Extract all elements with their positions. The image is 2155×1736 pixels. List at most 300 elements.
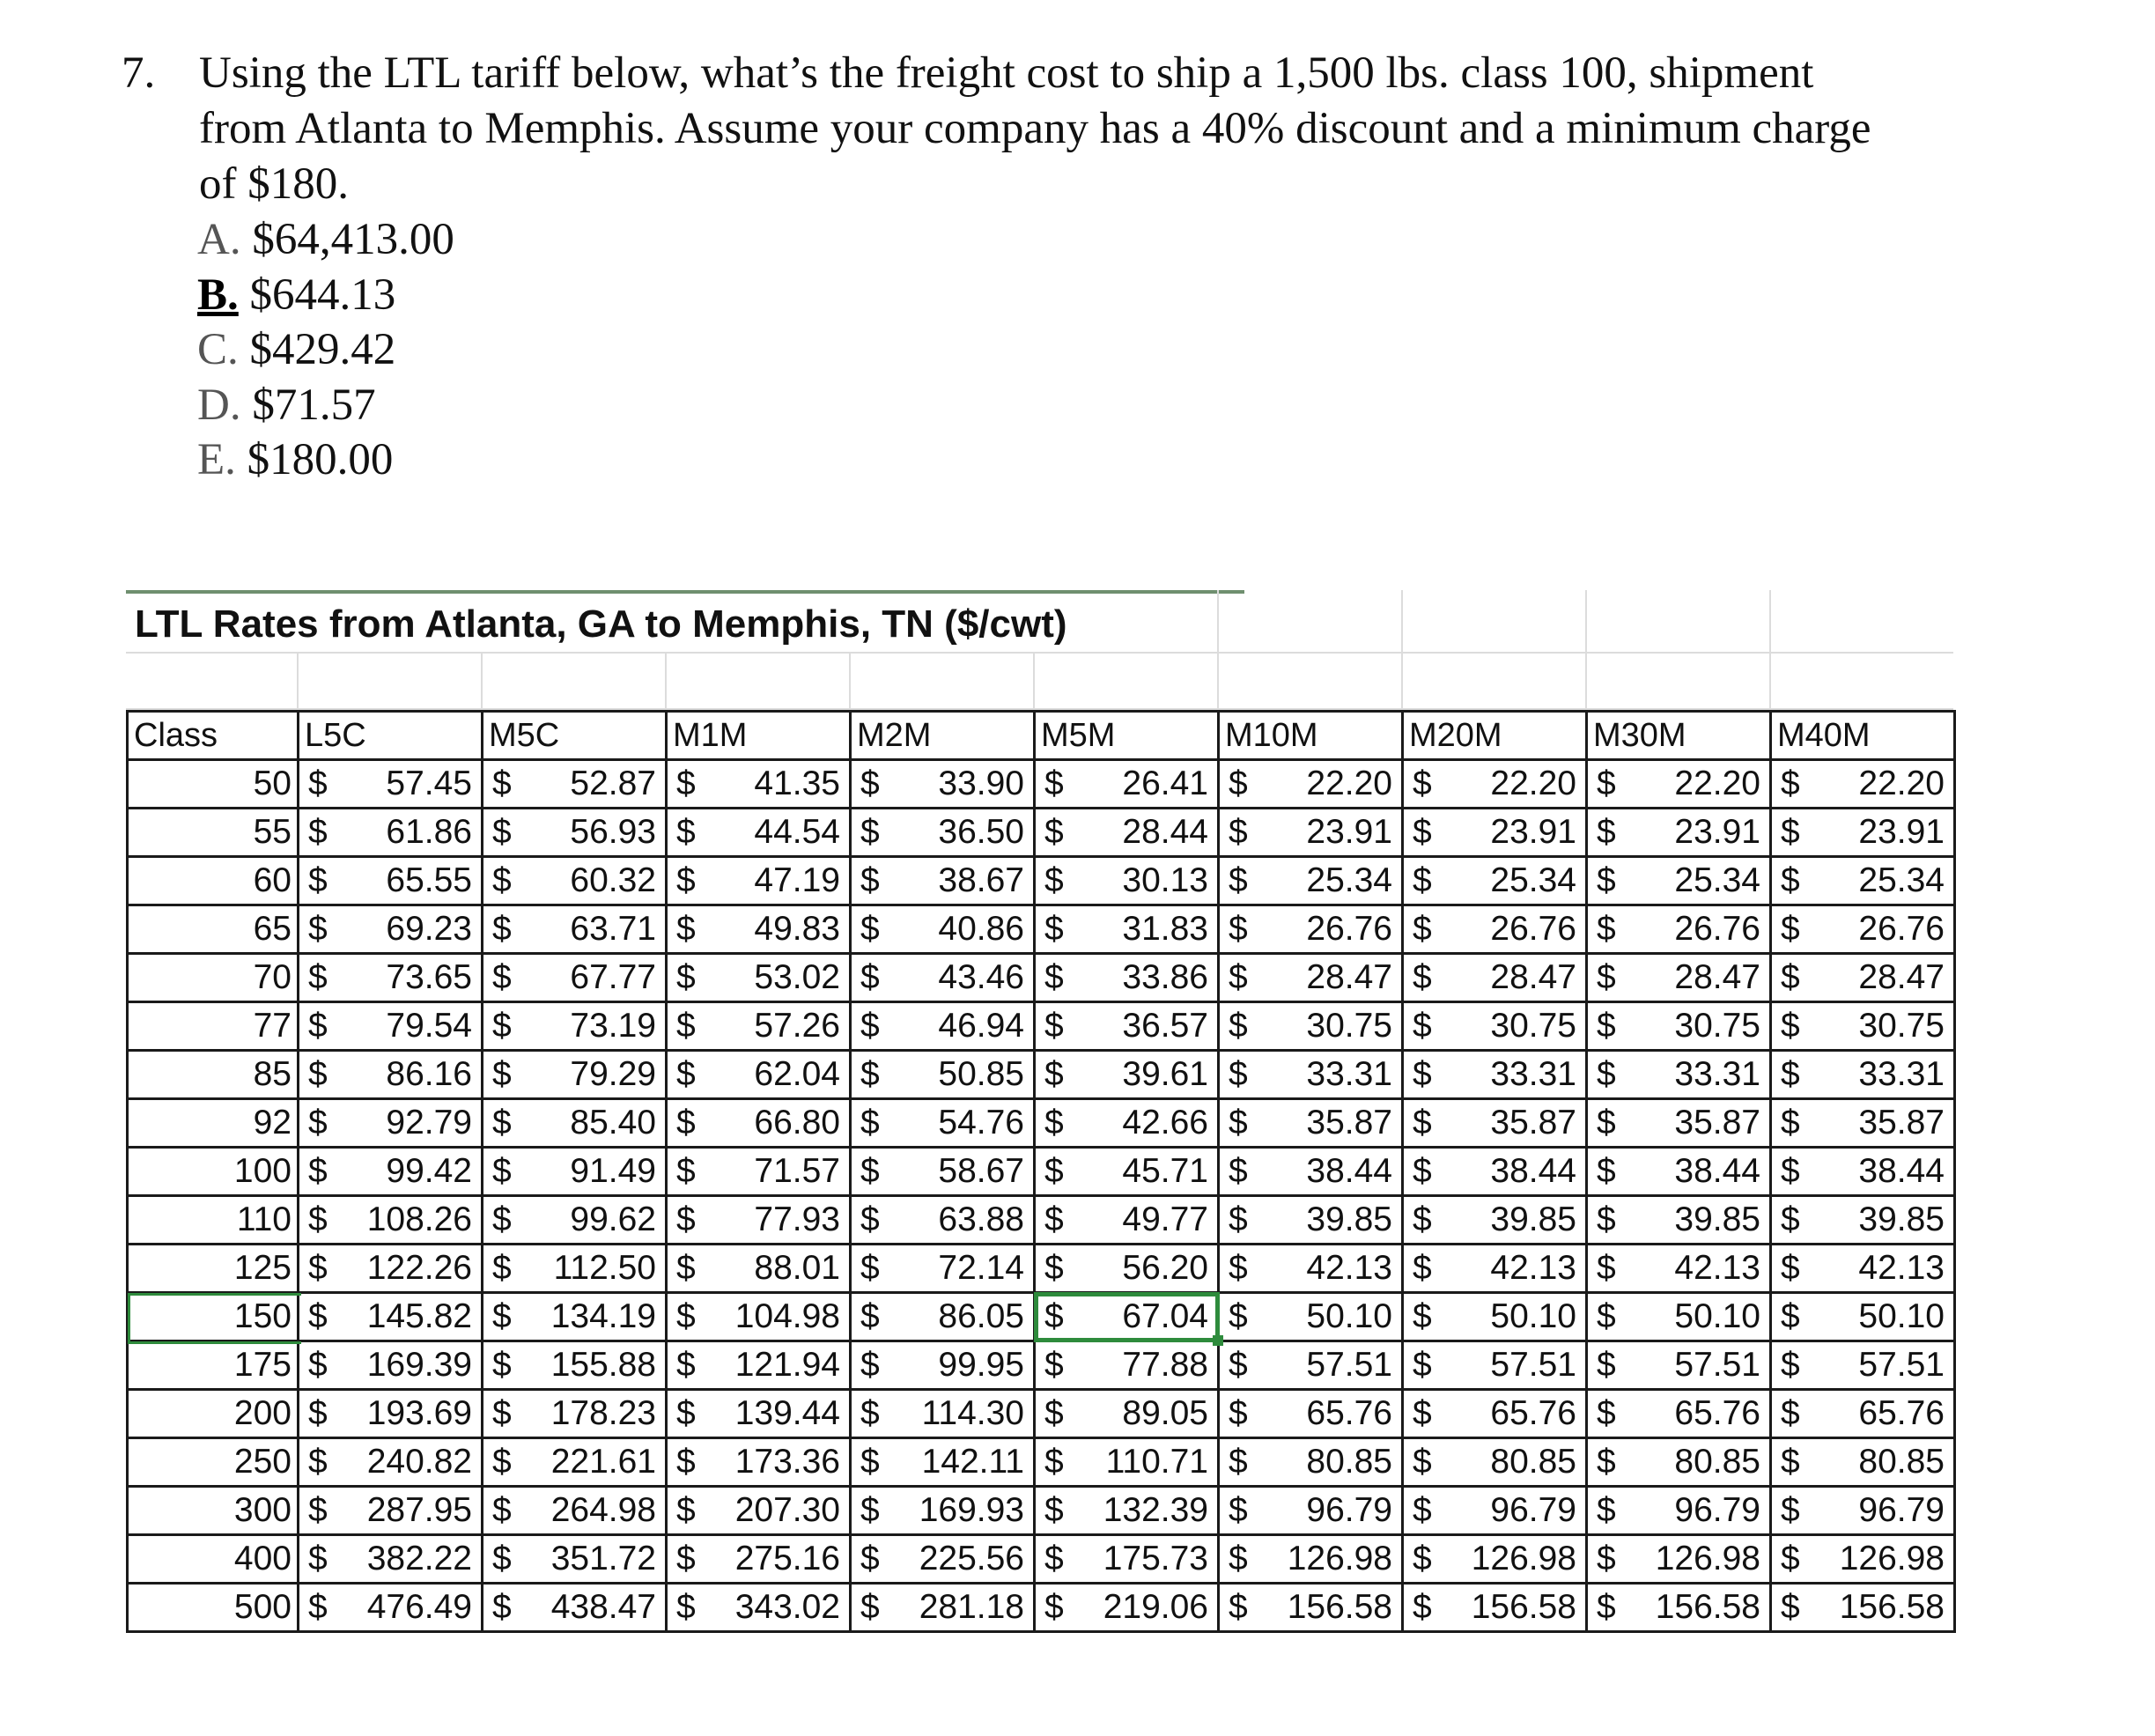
rate-cell[interactable] (1771, 905, 1955, 954)
rate-cell[interactable] (1403, 1293, 1587, 1341)
rate-cell-content (1772, 1152, 1953, 1191)
rate-cell[interactable] (1587, 857, 1771, 905)
currency-symbol: $ (1229, 1104, 1248, 1141)
rate-cell[interactable] (483, 1051, 667, 1099)
class-cell[interactable]: 400 (128, 1535, 299, 1584)
rate-cell[interactable] (1035, 1099, 1219, 1148)
rate-cell[interactable] (1587, 1051, 1771, 1099)
rate-cell-content (852, 1104, 1033, 1142)
rate-cell-content (852, 813, 1033, 852)
rate-cell[interactable] (1219, 905, 1403, 954)
class-cell[interactable]: 65 (128, 905, 299, 954)
column-header-m40m[interactable]: M40M (1771, 712, 1955, 760)
rate-cell[interactable] (1219, 1293, 1403, 1341)
rate-value: 99.95 (938, 1346, 1024, 1384)
rate-cell[interactable] (483, 1148, 667, 1196)
rate-cell-content (1404, 958, 1585, 997)
rate-cell-content (1036, 1588, 1217, 1627)
rate-cell[interactable] (851, 1438, 1035, 1487)
class-cell[interactable]: 50 (128, 760, 299, 809)
rate-cell[interactable] (1771, 1487, 1955, 1535)
class-cell[interactable]: 70 (128, 954, 299, 1002)
rate-cell[interactable] (851, 1148, 1035, 1196)
rate-cell[interactable] (1219, 1341, 1403, 1390)
rate-cell[interactable] (1035, 1002, 1219, 1051)
currency-symbol: $ (676, 910, 696, 948)
rate-cell[interactable] (851, 954, 1035, 1002)
column-header-m30m[interactable]: M30M (1587, 712, 1771, 760)
rate-value: 26.76 (1674, 910, 1760, 948)
rate-cell[interactable] (1035, 1148, 1219, 1196)
rate-cell-content (299, 1104, 481, 1142)
rate-cell[interactable] (1771, 1196, 1955, 1245)
rate-cell[interactable] (483, 1584, 667, 1632)
rate-cell[interactable] (299, 1341, 483, 1390)
table-row (128, 1002, 1955, 1051)
rate-cell[interactable] (1587, 1535, 1771, 1584)
rate-cell[interactable] (483, 1245, 667, 1293)
rate-cell[interactable] (483, 1002, 667, 1051)
rate-cell[interactable] (1587, 1148, 1771, 1196)
rate-value: 50.10 (1858, 1297, 1945, 1335)
rate-cell-content (1772, 1491, 1953, 1530)
rate-cell[interactable] (299, 954, 483, 1002)
currency-symbol: $ (860, 1443, 880, 1481)
rate-cell-content (1404, 1297, 1585, 1336)
rate-cell[interactable] (1403, 1196, 1587, 1245)
rate-cell-content (668, 813, 849, 852)
class-cell[interactable]: 55 (128, 809, 299, 857)
table-row (128, 1196, 1955, 1245)
rate-cell[interactable] (667, 905, 851, 954)
rate-cell[interactable] (483, 1293, 667, 1341)
currency-symbol: $ (1229, 1152, 1248, 1190)
currency-symbol: $ (1597, 1297, 1616, 1335)
rate-cell[interactable] (1587, 1438, 1771, 1487)
rate-cell-content (1036, 958, 1217, 997)
class-cell[interactable]: 200 (128, 1390, 299, 1438)
currency-symbol: $ (676, 1443, 696, 1481)
rate-cell[interactable] (1035, 1584, 1219, 1632)
rate-cell[interactable] (1771, 954, 1955, 1002)
rate-cell-content (299, 1152, 481, 1191)
rate-cell[interactable] (1403, 1148, 1587, 1196)
rate-cell[interactable] (1403, 1341, 1587, 1390)
currency-symbol: $ (1781, 1540, 1800, 1577)
sheet-gridline (1401, 590, 1403, 710)
rate-cell-content (483, 765, 665, 803)
rate-cell[interactable] (1219, 809, 1403, 857)
rate-cell[interactable] (667, 1293, 851, 1341)
rate-value: 25.34 (1858, 861, 1945, 899)
rate-cell[interactable] (483, 760, 667, 809)
currency-symbol: $ (1781, 1491, 1800, 1529)
rate-cell[interactable] (299, 1002, 483, 1051)
rate-cell[interactable] (299, 1535, 483, 1584)
column-header-m2m[interactable]: M2M (851, 712, 1035, 760)
rate-cell[interactable] (1035, 760, 1219, 809)
rate-cell[interactable] (483, 1099, 667, 1148)
rate-cell[interactable] (1403, 857, 1587, 905)
rate-cell[interactable] (667, 1002, 851, 1051)
rate-cell[interactable] (299, 1487, 483, 1535)
answer-choice[interactable] (197, 378, 454, 433)
rate-value: 54.76 (938, 1104, 1024, 1141)
rate-cell-content (668, 1007, 849, 1045)
rate-cell[interactable] (299, 857, 483, 905)
rate-value: 25.34 (1490, 861, 1576, 899)
rate-cell[interactable] (1035, 905, 1219, 954)
rate-cell[interactable] (1771, 857, 1955, 905)
rate-cell[interactable] (1219, 857, 1403, 905)
currency-symbol: $ (1781, 1443, 1800, 1481)
rate-cell[interactable] (483, 1341, 667, 1390)
currency-symbol: $ (1781, 1588, 1800, 1626)
rate-cell-content (299, 1588, 481, 1627)
rate-cell-content (668, 1152, 849, 1191)
rate-cell-content (668, 1249, 849, 1288)
rate-cell[interactable] (1219, 1245, 1403, 1293)
rate-cell[interactable] (851, 1293, 1035, 1341)
currency-symbol: $ (308, 1588, 328, 1626)
answer-choice[interactable] (197, 268, 454, 323)
rate-cell[interactable] (483, 809, 667, 857)
currency-symbol: $ (1597, 1152, 1616, 1190)
rate-cell[interactable] (851, 1002, 1035, 1051)
currency-symbol: $ (308, 1443, 328, 1481)
rate-cell[interactable] (667, 1341, 851, 1390)
rate-cell[interactable] (1403, 1438, 1587, 1487)
currency-symbol: $ (1413, 1346, 1432, 1384)
rate-value: 110.71 (1105, 1443, 1208, 1481)
rate-cell-content (483, 1297, 665, 1336)
question-line: from Atlanta to Memphis. Assume your company has a 40% discount and a minimum charge (199, 104, 1871, 153)
rate-cell-content (483, 813, 665, 852)
rate-cell[interactable] (667, 1438, 851, 1487)
rate-cell[interactable] (851, 1341, 1035, 1390)
currency-symbol: $ (676, 1540, 696, 1577)
rate-cell[interactable] (1587, 1099, 1771, 1148)
column-header-class[interactable]: Class (128, 712, 299, 760)
currency-symbol: $ (1044, 1443, 1064, 1481)
rate-cell[interactable] (1587, 1487, 1771, 1535)
rate-cell[interactable] (1771, 1051, 1955, 1099)
rate-cell[interactable] (1035, 1341, 1219, 1390)
rate-cell[interactable] (483, 1390, 667, 1438)
answer-choice[interactable] (197, 432, 454, 488)
column-header-l5c[interactable]: L5C (299, 712, 483, 760)
rate-cell[interactable] (1771, 1438, 1955, 1487)
rate-value: 57.51 (1858, 1346, 1945, 1384)
rate-cell[interactable] (299, 1584, 483, 1632)
column-header-m20m[interactable]: M20M (1403, 712, 1587, 760)
column-header-m5c[interactable]: M5C (483, 712, 667, 760)
currency-symbol: $ (676, 1055, 696, 1093)
rate-cell[interactable] (1771, 809, 1955, 857)
rate-cell-content (1404, 813, 1585, 852)
rate-cell[interactable] (1403, 760, 1587, 809)
rate-cell[interactable] (299, 1196, 483, 1245)
rate-cell[interactable] (299, 1099, 483, 1148)
rate-cell-content (483, 1443, 665, 1481)
answer-choices (197, 212, 454, 488)
rate-cell-content (1588, 1249, 1769, 1288)
column-header-m5m[interactable]: M5M (1035, 712, 1219, 760)
rate-cell-content (1588, 861, 1769, 900)
choice-value: $429.42 (249, 325, 396, 374)
header-row (128, 712, 1955, 760)
rate-cell[interactable] (851, 1584, 1035, 1632)
rate-value: 80.85 (1858, 1443, 1945, 1481)
rate-value: 476.49 (366, 1588, 472, 1626)
rate-cell[interactable] (1587, 760, 1771, 809)
class-cell[interactable]: 60 (128, 857, 299, 905)
currency-symbol: $ (676, 1588, 696, 1626)
rate-cell[interactable] (667, 1099, 851, 1148)
rate-cell-content (668, 1297, 849, 1336)
currency-symbol: $ (308, 1200, 328, 1238)
rate-cell[interactable] (851, 1196, 1035, 1245)
rate-cell[interactable] (1035, 954, 1219, 1002)
rate-cell[interactable] (1219, 1390, 1403, 1438)
rate-cell[interactable] (483, 1196, 667, 1245)
rate-value: 65.55 (386, 861, 472, 899)
currency-symbol: $ (676, 1152, 696, 1190)
rate-cell[interactable] (483, 1487, 667, 1535)
currency-symbol: $ (1229, 861, 1248, 899)
rate-cell[interactable] (1035, 1438, 1219, 1487)
table-row (128, 1099, 1955, 1148)
rate-cell[interactable] (483, 905, 667, 954)
class-cell[interactable]: 85 (128, 1051, 299, 1099)
rate-cell[interactable] (667, 1390, 851, 1438)
rate-cell[interactable] (1035, 809, 1219, 857)
rate-cell[interactable] (667, 1584, 851, 1632)
currency-symbol: $ (308, 1346, 328, 1384)
rate-cell[interactable] (1219, 1535, 1403, 1584)
rate-cell-content (1220, 861, 1401, 900)
rate-cell[interactable] (1403, 1051, 1587, 1099)
rate-cell[interactable] (1403, 1390, 1587, 1438)
rate-cell[interactable] (667, 1148, 851, 1196)
rate-cell[interactable] (299, 1390, 483, 1438)
class-cell[interactable]: 300 (128, 1487, 299, 1535)
rate-cell[interactable] (1587, 905, 1771, 954)
rate-cell-content (1404, 1394, 1585, 1433)
rate-cell-content (1220, 1394, 1401, 1433)
rate-cell[interactable] (483, 954, 667, 1002)
rate-value: 65.76 (1858, 1394, 1945, 1432)
rate-cell[interactable] (1219, 760, 1403, 809)
rate-value: 23.91 (1490, 813, 1576, 851)
rate-cell[interactable] (667, 1535, 851, 1584)
currency-symbol: $ (860, 1394, 880, 1432)
rate-cell[interactable] (1587, 954, 1771, 1002)
rate-cell[interactable] (851, 1487, 1035, 1535)
rate-cell-content (483, 1152, 665, 1191)
rate-cell-content (1220, 1540, 1401, 1578)
selected-rate-cell[interactable] (1035, 1293, 1219, 1341)
rate-cell[interactable] (299, 1438, 483, 1487)
currency-symbol: $ (1413, 958, 1432, 996)
rate-cell[interactable] (667, 1487, 851, 1535)
rate-cell-content (668, 1055, 849, 1094)
rate-cell[interactable] (1771, 1584, 1955, 1632)
currency-symbol: $ (1597, 1588, 1616, 1626)
rate-cell-content (1772, 861, 1953, 900)
rate-cell[interactable] (667, 809, 851, 857)
rate-cell[interactable] (851, 1390, 1035, 1438)
class-cell[interactable]: 250 (128, 1438, 299, 1487)
rate-cell[interactable] (1587, 1196, 1771, 1245)
class-cell[interactable]: 100 (128, 1148, 299, 1196)
rate-cell[interactable] (483, 1438, 667, 1487)
rate-cell[interactable] (1035, 1535, 1219, 1584)
class-cell[interactable]: 175 (128, 1341, 299, 1390)
rate-cell[interactable] (1771, 760, 1955, 809)
rate-cell-content (1220, 1443, 1401, 1481)
rate-cell[interactable] (851, 1051, 1035, 1099)
rate-cell[interactable] (851, 809, 1035, 857)
choice-value: $644.13 (249, 270, 396, 320)
rate-cell[interactable] (1219, 1584, 1403, 1632)
rate-cell[interactable] (1403, 1245, 1587, 1293)
rate-cell[interactable] (667, 954, 851, 1002)
rate-cell[interactable] (1771, 1293, 1955, 1341)
rate-cell[interactable] (1219, 1196, 1403, 1245)
rate-cell[interactable] (1219, 954, 1403, 1002)
rate-cell[interactable] (1771, 1390, 1955, 1438)
currency-symbol: $ (1597, 1491, 1616, 1529)
rate-cell[interactable] (667, 1051, 851, 1099)
rate-cell[interactable] (667, 1245, 851, 1293)
rate-cell[interactable] (1035, 1245, 1219, 1293)
class-cell[interactable]: 150 (128, 1293, 299, 1341)
rate-cell-content (483, 1394, 665, 1433)
rate-cell[interactable] (851, 1245, 1035, 1293)
rate-cell[interactable] (1403, 809, 1587, 857)
rate-cell[interactable] (299, 1293, 483, 1341)
rate-cell[interactable] (299, 809, 483, 857)
rate-value: 30.75 (1490, 1007, 1576, 1045)
rate-cell[interactable] (1035, 1051, 1219, 1099)
rate-cell[interactable] (1403, 1535, 1587, 1584)
rate-cell[interactable] (299, 760, 483, 809)
currency-symbol: $ (1044, 1200, 1064, 1238)
rate-cell[interactable] (1219, 1051, 1403, 1099)
currency-symbol: $ (860, 1055, 880, 1093)
rate-cell[interactable] (1035, 857, 1219, 905)
rate-value: 38.44 (1674, 1152, 1760, 1190)
rate-cell[interactable] (1403, 905, 1587, 954)
rate-cell[interactable] (851, 1099, 1035, 1148)
currency-symbol: $ (860, 1104, 880, 1141)
rate-cell[interactable] (1587, 1390, 1771, 1438)
class-cell[interactable]: 500 (128, 1584, 299, 1632)
rate-cell-content (1588, 910, 1769, 949)
rate-cell[interactable] (483, 1535, 667, 1584)
rate-cell[interactable] (851, 1535, 1035, 1584)
rate-cell[interactable] (1771, 1341, 1955, 1390)
column-header-m10m[interactable]: M10M (1219, 712, 1403, 760)
rate-cell[interactable] (1771, 1148, 1955, 1196)
rate-cell[interactable] (1587, 1293, 1771, 1341)
rate-cell[interactable] (299, 1051, 483, 1099)
choice-letter: D. (197, 380, 241, 430)
rate-cell[interactable] (1771, 1002, 1955, 1051)
class-cell[interactable]: 77 (128, 1002, 299, 1051)
currency-symbol: $ (1413, 1055, 1432, 1093)
currency-symbol: $ (1413, 1394, 1432, 1432)
rate-cell[interactable] (1403, 954, 1587, 1002)
rate-cell[interactable] (1035, 1196, 1219, 1245)
fill-handle[interactable] (1213, 1335, 1223, 1346)
rate-cell[interactable] (1219, 1099, 1403, 1148)
rate-cell[interactable] (851, 905, 1035, 954)
class-cell[interactable]: 125 (128, 1245, 299, 1293)
rate-value: 173.36 (734, 1443, 840, 1481)
rate-cell[interactable] (299, 905, 483, 954)
rate-cell[interactable] (1587, 1341, 1771, 1390)
rate-cell-content (1220, 1297, 1401, 1336)
rate-cell[interactable] (667, 1196, 851, 1245)
answer-choice[interactable] (197, 212, 454, 268)
rate-cell[interactable] (299, 1245, 483, 1293)
rate-cell[interactable] (1403, 1002, 1587, 1051)
class-cell[interactable]: 110 (128, 1196, 299, 1245)
rate-cell[interactable] (299, 1148, 483, 1196)
rate-cell[interactable] (667, 857, 851, 905)
rate-cell[interactable] (1035, 1487, 1219, 1535)
rate-cell[interactable] (1587, 809, 1771, 857)
rate-cell[interactable] (1587, 1584, 1771, 1632)
rate-cell[interactable] (1403, 1099, 1587, 1148)
rate-cell[interactable] (1771, 1245, 1955, 1293)
rate-cell[interactable] (1587, 1002, 1771, 1051)
rate-cell[interactable] (1403, 1584, 1587, 1632)
rate-cell[interactable] (1035, 1390, 1219, 1438)
rate-cell-content (1404, 1007, 1585, 1045)
rate-cell-content (668, 861, 849, 900)
answer-choice[interactable] (197, 322, 454, 378)
currency-symbol: $ (1044, 958, 1064, 996)
rate-value: 219.06 (1103, 1588, 1208, 1626)
ltl-rate-table (126, 710, 1956, 1633)
rate-cell[interactable] (667, 760, 851, 809)
rate-cell[interactable] (1219, 1002, 1403, 1051)
rate-cell[interactable] (851, 857, 1035, 905)
rate-cell[interactable] (1219, 1438, 1403, 1487)
currency-symbol: $ (676, 958, 696, 996)
rate-cell[interactable] (1771, 1535, 1955, 1584)
currency-symbol: $ (1781, 1152, 1800, 1190)
class-cell[interactable]: 92 (128, 1099, 299, 1148)
rate-cell-content (1220, 1007, 1401, 1045)
currency-symbol: $ (1781, 861, 1800, 899)
rate-cell[interactable] (1219, 1487, 1403, 1535)
rate-cell[interactable] (1771, 1099, 1955, 1148)
rate-cell[interactable] (483, 857, 667, 905)
rate-cell-content (1772, 1055, 1953, 1094)
column-header-m1m[interactable]: M1M (667, 712, 851, 760)
rate-cell[interactable] (1403, 1487, 1587, 1535)
rate-cell[interactable] (851, 760, 1035, 809)
rate-cell[interactable] (1219, 1148, 1403, 1196)
rate-cell[interactable] (1587, 1245, 1771, 1293)
sheet-gridline (481, 652, 483, 710)
currency-symbol: $ (1413, 1443, 1432, 1481)
rate-value: 221.61 (550, 1443, 656, 1481)
